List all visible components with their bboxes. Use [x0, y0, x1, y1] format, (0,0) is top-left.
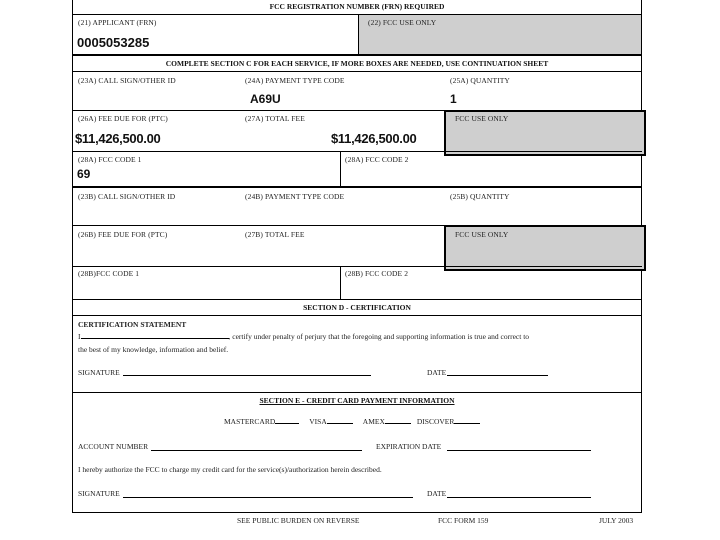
- footer-form: FCC FORM 159: [438, 516, 489, 525]
- authorize-statement: I hereby authorize the FCC to charge my credit card for the service(s)/authorization herein described.: [78, 465, 382, 474]
- account-number-line[interactable]: [151, 450, 362, 451]
- fee-due-b-label: (26B) FEE DUE FOR (PTC): [78, 230, 168, 239]
- footer-burden: SEE PUBLIC BURDEN ON REVERSE: [237, 516, 360, 525]
- amex-checkbox[interactable]: [385, 423, 411, 424]
- certification-text: , certify under penalty of perjury that the foregoing and supporting information is true and correct to: [228, 332, 530, 341]
- fcc-use-only-label-b: FCC USE ONLY: [455, 230, 509, 239]
- divider: [358, 14, 359, 55]
- total-fee-b-label: (27B) TOTAL FEE: [245, 230, 305, 239]
- section-e-title: SECTION E - CREDIT CARD PAYMENT INFORMATION: [259, 396, 455, 405]
- certification-prefix: I: [78, 332, 81, 341]
- fcc-code1-b-label: (28B)FCC CODE 1: [78, 269, 140, 278]
- visa-checkbox[interactable]: [327, 423, 353, 424]
- discover-checkbox[interactable]: [454, 423, 480, 424]
- divider: [72, 54, 642, 56]
- visa-label: VISA: [309, 417, 327, 426]
- certifier-name-blank[interactable]: [81, 338, 229, 339]
- signature-d-line[interactable]: [123, 375, 371, 376]
- mastercard-checkbox[interactable]: [275, 423, 299, 424]
- date-d-line[interactable]: [447, 375, 548, 376]
- total-fee-a-label: (27A) TOTAL FEE: [245, 114, 305, 123]
- section-c-title: COMPLETE SECTION C FOR EACH SERVICE, IF MORE BOXES ARE NEEDED, USE CONTINUATION SHEET: [165, 59, 549, 68]
- divider: [340, 151, 341, 187]
- divider: [72, 71, 642, 72]
- quantity-a-label: (25A) QUANTITY: [450, 76, 510, 85]
- quantity-b-label: (25B) QUANTITY: [450, 192, 510, 201]
- date-e-line[interactable]: [447, 497, 591, 498]
- signature-e-line[interactable]: [123, 497, 413, 498]
- expiration-date-label: EXPIRATION DATE: [376, 442, 442, 451]
- payment-type-b-label: (24B) PAYMENT TYPE CODE: [245, 192, 345, 201]
- fcc-use-only-label-22: (22) FCC USE ONLY: [368, 18, 437, 27]
- quantity-a-value[interactable]: 1: [450, 92, 457, 106]
- divider: [340, 266, 341, 300]
- certification-statement-label: CERTIFICATION STATEMENT: [78, 320, 187, 329]
- call-sign-b-label: (23B) CALL SIGN/OTHER ID: [78, 192, 176, 201]
- account-number-label: ACCOUNT NUMBER: [78, 442, 149, 451]
- applicant-frn-value[interactable]: 0005053285: [77, 35, 150, 50]
- certification-line-1: [78, 332, 529, 341]
- signature-d-label: SIGNATURE: [78, 368, 120, 377]
- mastercard-label: MASTERCARD: [224, 417, 276, 426]
- payment-type-a-value[interactable]: A69U: [250, 92, 281, 106]
- date-d-label: DATE: [427, 368, 447, 377]
- call-sign-a-label: (23A) CALL SIGN/OTHER ID: [78, 76, 176, 85]
- fcc-code1-a-label: (28A) FCC CODE 1: [78, 155, 142, 164]
- fcc-code2-b-label: (28B) FCC CODE 2: [345, 269, 409, 278]
- fee-due-a-label: (26A) FEE DUE FOR (PTC): [78, 114, 168, 123]
- discover-label: DISCOVER: [416, 417, 455, 426]
- divider: [72, 392, 642, 393]
- divider: [72, 186, 642, 188]
- fcc-use-only-label-a: FCC USE ONLY: [455, 114, 509, 123]
- expiration-date-line[interactable]: [447, 450, 591, 451]
- footer-date: JULY 2003: [599, 516, 634, 525]
- certification-line-2: the best of my knowledge, information and belief.: [78, 345, 229, 354]
- total-fee-a-value[interactable]: $11,426,500.00: [331, 131, 417, 146]
- amex-label: AMEX: [362, 417, 385, 426]
- signature-e-label: SIGNATURE: [78, 489, 120, 498]
- payment-type-a-label: (24A) PAYMENT TYPE CODE: [245, 76, 345, 85]
- divider: [72, 266, 642, 267]
- frn-required-header: FCC REGISTRATION NUMBER (FRN) REQUIRED: [269, 2, 445, 11]
- applicant-frn-label: (21) APPLICANT (FRN): [78, 18, 157, 27]
- section-d-title: SECTION D - CERTIFICATION: [303, 303, 411, 312]
- fcc-code1-a-value[interactable]: 69: [77, 167, 91, 181]
- fee-due-a-value[interactable]: $11,426,500.00: [75, 131, 161, 146]
- date-e-label: DATE: [427, 489, 447, 498]
- divider: [72, 315, 642, 316]
- divider: [72, 299, 642, 300]
- card-types-row: [224, 417, 480, 426]
- fcc-code2-a-label: (28A) FCC CODE 2: [345, 155, 409, 164]
- divider: [72, 151, 642, 152]
